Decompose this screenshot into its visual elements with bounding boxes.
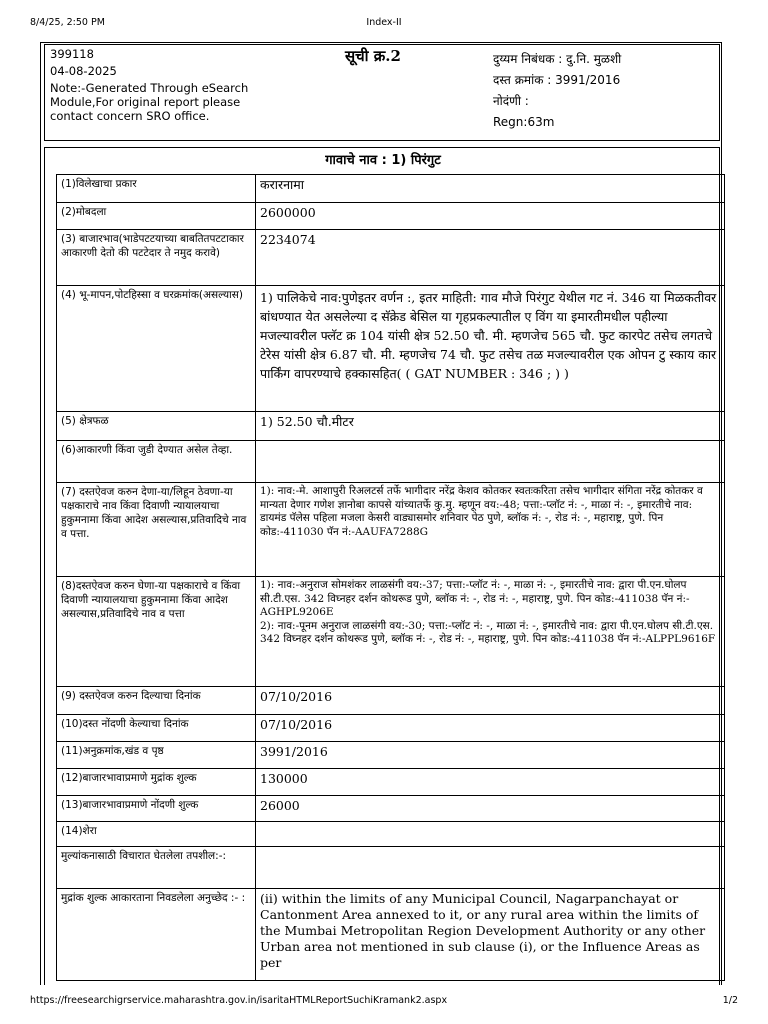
table-row [57,286,725,412]
row-value: 130000 [256,769,725,796]
row-value [256,847,725,889]
row-label: (4) भू-मापन,पोटहिस्सा व घरक्रमांक(असल्यास) [57,286,256,412]
row-value: 07/10/2016 [256,715,725,742]
row-value: 07/10/2016 [256,687,725,715]
table-row [57,441,725,483]
table-row [57,687,725,715]
row-label: (12)बाजारभावाप्रमाणे मुद्रांक शुल्क [57,769,256,796]
table-row [57,203,725,230]
table-row [57,822,725,847]
table-row [57,796,725,822]
record-table [56,174,725,981]
row-value: 2600000 [256,203,725,230]
row-value: 1): नाव:-मे. आशापुरी रिअलटर्स तर्फे भागीदार नरेंद्र केशव कोतकर स्वतःकरिता तसेच भागीदार संगिता नरेंद्र कोतकर व मान्यता देणार गणेश ज्ञानोबा कापसे यांच्यातर्फे कु.मु. म्हणून वय:-48; पत्ता:-प्लॉट नं: -, माळा नं: -, इमारतीचे नाव: डायमंड पॅलेस पहिला मजला केसरी वाड्यासमोर शनिवार पेठ पुणे, ब्लॉक नं: -, रोड नं: -, महाराष्ट्र, पुणे. पिन कोड:-411030 पॅन नं:-AAUFA7288G [256,483,725,577]
table-row [57,742,725,769]
print-url[interactable]: https://freesearchigrservice.maharashtra.gov.in/isaritaHTMLReportSuchiKramank2.aspx [30,995,448,1006]
row-value: करारनामा [256,175,725,203]
report-id: 399118 [50,47,94,61]
table-row [57,412,725,441]
row-label: मुल्यांकनासाठी विचारात घेतलेला तपशील:-: [57,847,256,889]
table-row [57,175,725,203]
row-label: (8)दस्तऐवज करुन घेणा-या पक्षकाराचे व किंवा दिवाणी न्यायालयाचा हुकुमनामा किंवा आदेश असल्यास,प्रतिवादिचे नाव व पत्ता [57,577,256,687]
registration-number: Regn:63m [493,115,555,129]
row-label: (3) बाजारभाव(भाडेपटटयाच्या बाबतितपटटाकार आकारणी देतो की पटटेदार ते नमुद करावे) [57,230,256,286]
row-value: 3991/2016 [256,742,725,769]
document-title: सूची क्र.2 [345,47,401,65]
page-number: 1/2 [722,995,738,1006]
table-row [57,847,725,889]
report-header [44,44,720,141]
row-value: 1): नाव:-अनुराज सोमशंकर लाळसंगी वय:-37; पत्ता:-प्लॉट नं: -, माळा नं: -, इमारतीचे नाव: द्वारा पी.एन.घोलप सी.टी.एस. 342 विघ्नहर दर्शन कोथरूड पुणे, ब्लॉक नं: -, रोड नं: -, महाराष्ट्र, पुणे. पिन कोड:-411038 पॅन नं:-AGHPL9206E 2): नाव:-पूनम अनुराज लाळसंगी वय:-30; पत्ता:-प्लॉट नं: -, माळा नं: -, इमारतीचे नाव: द्वारा पी.एन.घोलप सी.टी.एस. 342 विघ्नहर दर्शन कोथरूड पुणे, ब्लॉक नं: -, रोड नं: -, महाराष्ट्र, पुणे. पिन कोड:-411038 पॅन नं:-ALPPL9616F [256,577,725,687]
row-label: (1)विलेखाचा प्रकार [57,175,256,203]
row-value: (ii) within the limits of any Municipal Council, Nagarpanchayat or Cantonment Area annexed to it, or any rural area within the limits of the Mumbai Metropolitan Region Development Authority or any other Urban area not mentioned in sub clause (i), or the Influence Areas as per [256,889,725,981]
table-row [57,715,725,742]
row-label: (13)बाजारभावाप्रमाणे नोंदणी शुल्क [57,796,256,822]
row-label: मुद्रांक शुल्क आकारताना निवडलेला अनुच्छेद :- : [57,889,256,981]
row-label: (5) क्षेत्रफळ [57,412,256,441]
village-name: गावाचे नाव : 1) पिरंगुट [325,153,441,168]
print-title: Index-II [366,17,402,28]
row-label: (2)मोबदला [57,203,256,230]
print-datetime: 8/4/25, 2:50 PM [30,17,105,28]
registration-label: नोदंणी : [493,94,529,108]
print-header [0,17,768,31]
row-value [256,822,725,847]
row-label: (6)आकारणी किंवा जुडी देण्यात असेल तेव्हा. [57,441,256,483]
header-left [50,47,275,123]
row-label: (11)अनुक्रमांक,खंड व पृष्ठ [57,742,256,769]
table-row [57,230,725,286]
report-date: 04-08-2025 [50,64,117,78]
report-note: Note:-Generated Through eSearch Module,For original report please contact concern SRO office. [50,81,249,123]
header-right [493,49,621,133]
row-value: 2234074 [256,230,725,286]
table-row [57,769,725,796]
row-label: (9) दस्तऐवज करुन दिल्याचा दिनांक [57,687,256,715]
table-row [57,889,725,981]
row-value: 1) पालिकेचे नाव:पुणेइतर वर्णन :, इतर माहिती: गाव मौजे पिरंगुट येथील गट नं. 346 या मिळकतीवर बांधण्यात येत असलेल्या द सॅक्रेड बेसिल या गृहप्रकल्पातील ए विंग या इमारतीमधील पहील्या मजल्यावरील फ्लॅट क्र 104 यांसी क्षेत्र 52.50 चौ. मी. म्हणजेच 565 चौ. फुट कारपेट तसेच लगतचे टेरेस यांसी क्षेत्र 6.87 चौ. मी. म्हणजेच 74 चौ. फुट तसेच तळ मजल्यावरील एक ओपन टु स्काय कार पार्किंग वापरण्याचे हक्कासहित( ( GAT NUMBER : 346 ; ) ) [256,286,725,412]
row-value: 26000 [256,796,725,822]
row-label: (7) दस्तऐवज करुन देणा-या/लिहून ठेवणा-या पक्षकाराचे नाव किंवा दिवाणी न्यायालयाचा हुकुमनामा किंवा आदेश असल्यास,प्रतिवादिचे नाव व पत्ता. [57,483,256,577]
row-label: (14)शेरा [57,822,256,847]
row-value [256,441,725,483]
sub-registrar: दुय्यम निबंधक : दु.नि. मुळशी [493,52,622,66]
row-label: (10)दस्त नोंदणी केल्याचा दिनांक [57,715,256,742]
row-value: 1) 52.50 चौ.मीटर [256,412,725,441]
document-number: दस्त क्रमांक : 3991/2016 [493,73,621,87]
table-row [57,483,725,577]
table-row [57,577,725,687]
